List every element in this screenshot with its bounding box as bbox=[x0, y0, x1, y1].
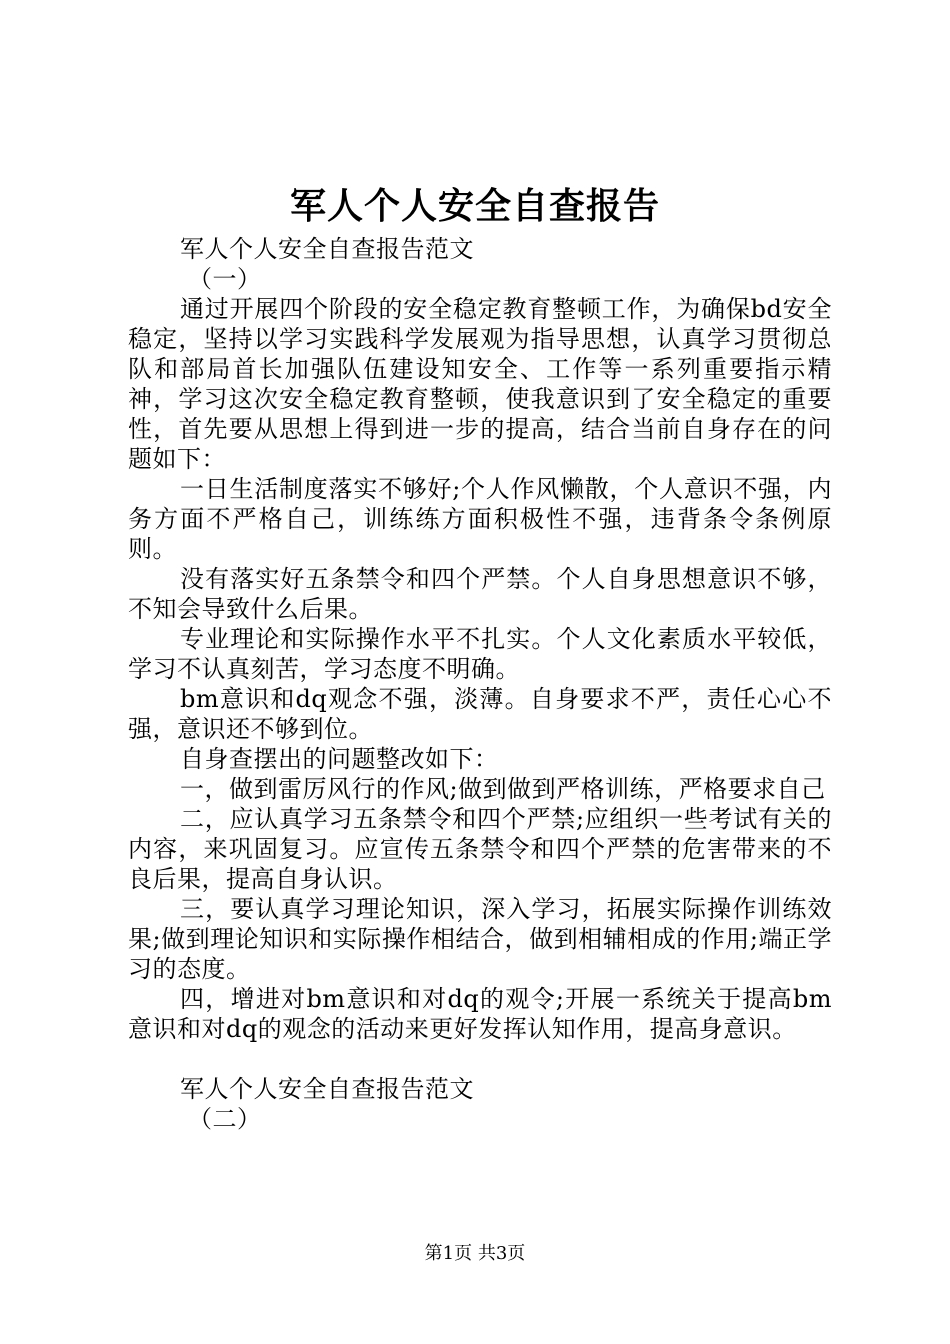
spacer bbox=[128, 1044, 832, 1074]
paragraph: 二，应认真学习五条禁令和四个严禁;应组织一些考试有关的内容，来巩固复习。应宣传五条禁令和四个严禁的危害带来的不良后果，提高自身认识。 bbox=[128, 805, 832, 893]
paragraph: 自身查摆出的问题整改如下： bbox=[180, 745, 499, 773]
paragraph: 四，增进对bm意识和对dq的观令;开展一系统关于提高bm意识和对dq的观念的活动来更好发挥认知作用，提高身意识。 bbox=[128, 985, 832, 1043]
section-heading: 军人个人安全自查报告范文 bbox=[180, 1075, 474, 1103]
paragraph: 通过开展四个阶段的安全稳定教育整顿工作，为确保bd安全稳定，坚持以学习实践科学发展观为指导思想，认真学习贯彻总队和部局首长加强队伍建设知安全、工作等一系列重要指示精神，学习这次安全稳定教育整顿，使我意识到了安全稳定的重要性，首先要从思想上得到进一步的提高，结合当前自身存在的问题如下： bbox=[128, 295, 832, 473]
paragraph: 没有落实好五条禁令和四个严禁。个人自身思想意识不够，不知会导致什么后果。 bbox=[128, 565, 832, 623]
section-number: （一） bbox=[188, 265, 262, 293]
paragraph: bm意识和dq观念不强，淡薄。自身要求不严，责任心心不强，意识还不够到位。 bbox=[128, 685, 832, 743]
document-body bbox=[128, 234, 832, 1134]
paragraph: 一，做到雷厉风行的作风;做到做到严格训练，严格要求自己 bbox=[180, 775, 826, 803]
page-footer: 第1页 共3页 bbox=[424, 1243, 526, 1264]
section-heading: 军人个人安全自查报告范文 bbox=[180, 235, 474, 263]
document-title: 军人个人安全自查报告 bbox=[289, 185, 660, 227]
section-number: （二） bbox=[188, 1105, 262, 1133]
paragraph: 专业理论和实际操作水平不扎实。个人文化素质水平较低，学习不认真刻苦，学习态度不明确。 bbox=[128, 625, 832, 683]
paragraph: 三，要认真学习理论知识，深入学习，拓展实际操作训练效果;做到理论知识和实际操作相结合，做到相辅相成的作用;端正学习的态度。 bbox=[128, 895, 832, 983]
paragraph: 一日生活制度落实不够好;个人作风懒散，个人意识不强，内务方面不严格自己，训练练方面积极性不强，违背条令条例原则。 bbox=[128, 475, 832, 563]
